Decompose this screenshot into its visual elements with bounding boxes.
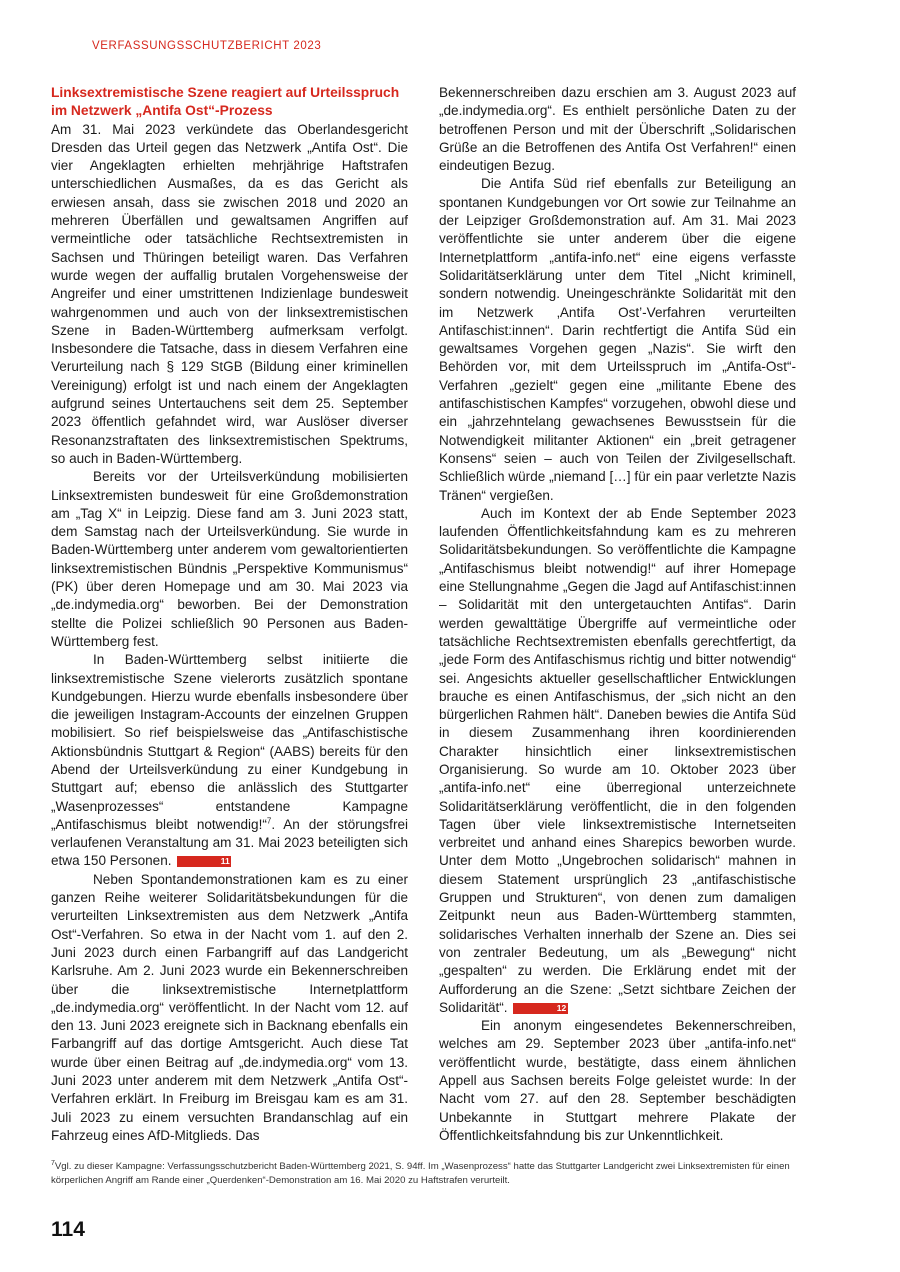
left-column — [51, 84, 408, 1145]
paragraph: Die Antifa Süd rief ebenfalls zur Beteiligung an spontanen Kundgebungen vor Ort sowie zur Teilnahme an der Leipziger Großdemonstration auf. Am 31. Mai 2023 veröffentlichte sie unter anderem über die eigene Internetplattform „antifa-info.net“ eine eigens verfasste Solidaritätserklärung unter dem Titel „Nicht kriminell, sondern notwendig. Uneingeschränkte Solidarität mit den im Netzwerk ‚Antifa Ost’-Verfahren verurteilten Antifaschist:innen“. Darin rechtfertigt die Antifa Süd ein gewaltsames Vorgehen gegen „Nazis“. Sie wirft den Behörden vor, mit dem Urteilsspruch im „Antifa-Ost“-Verfahren „gezielt“ gegen eine „militante Ebene des antifaschistischen Kampfes“ vorzugehen, obwohl diese und ein „jahrzehntelang gewachsenes Bewusstsein für die Notwendigkeit militanter Aktionen“ ein „breit getragener Konsens“ seien – auch von Teilen der Zivilgesellschaft. Schließlich würde „niemand […] für ein paar verletzte Nazis Tränen“ vergießen. — [439, 176, 796, 503]
running-header: VERFASSUNGSSCHUTZBERICHT 2023 — [92, 40, 322, 52]
section-title: Linksextremistische Szene reagiert auf Urteilsspruch im Netzwerk „Antifa Ost“-Prozess — [51, 85, 400, 119]
footnote-ref[interactable]: 7 — [266, 816, 272, 826]
paragraph: Ein anonym eingesendetes Bekennerschreiben, welches am 29. September 2023 über „antifa-info.net“ veröffentlicht wurde, bestätigte, dass einem ähnlichen Appell aus Sachsen bereits Folge geleistet wurde: In der Nacht vom 27. auf den 28. September beschädigten Unbekannte in Stuttgart mehrere Plakate der Öffentlichkeitsfahndung bis zur Unkenntlichkeit. — [439, 1018, 796, 1143]
case-marker[interactable]: 11 — [177, 856, 231, 867]
right-column — [439, 84, 796, 1145]
paragraph: Am 31. Mai 2023 verkündete das Oberlandesgericht Dresden das Urteil gegen das Netzwerk „Antifa Ost“. Die vier Angeklagten erhielten mehrjährige Haftstrafen unterschiedlichen Ausmaßes, da es das Gericht als erwiesen ansah, dass sie zwischen 2018 und 2020 an mehreren Überfällen und gewaltsamen Angriffen auf vermeintliche oder tatsächliche Rechtsextremisten in Sachsen und Thüringen beteiligt waren. Das Verfahren wurde wegen der auffallig brutalen Vorgehensweise der Angreifer und einer umstrittenen Indizienlage bundesweit wahrgenommen und auch von der linksextremistischen Szene in Baden-Württemberg aufmerksam verfolgt. Insbesondere die Tatsache, dass in diesem Verfahren eine Verurteilung nach § 129 StGB (Bildung einer kriminellen Vereinigung) erfolgt ist und nach einem der Angeklagten aufgrund seines Untertauchens seit dem 25. September 2023 öffentlich gefahndet wird, war Auslöser diverser Resonanzstraftaten des linksextremistischen Spektrums, so auch in Baden-Württemberg. — [51, 121, 408, 466]
footnote-number: 7 — [51, 1159, 55, 1167]
paragraph: Bereits vor der Urteilsverkündung mobilisierten Linksextremisten bundesweit für eine Großdemonstration am „Tag X“ in Leipzig. Diese fand am 3. Juni 2023 statt, dem Samstag nach der Urteilsverkündung. Sie wurde in Baden-Württemberg unter anderem vom gewaltorientierten linksextremistischen Bündnis „Perspektive Kommunismus“ (PK) über deren Homepage und am 30. Mai 2023 via „de.indymedia.org“ beworben. Bei der Demonstration stellte die Polizei schließlich 90 Personen aus Baden-Württemberg fest. — [51, 469, 408, 649]
paragraph: Bekennerschreiben dazu erschien am 3. August 2023 auf „de.indymedia.org“. Es enthielt persönliche Daten zu der betroffenen Person und mit der Überschrift „Solidarischen Grüße an die Betroffenen des Antifa Ost Verfahren!“ einen eindeutigen Bezug. — [439, 85, 796, 174]
footnote-text: Vgl. zu dieser Kampagne: Verfassungsschutzbericht Baden-Württemberg 2021, S. 94ff. Im „Wasenprozess“ hatte das Stuttgarter Landgericht zwei Linksextremisten für einen körperlichen Angriff am Rande einer „Querdenken“-Demonstration am 16. Mai 2020 zu Haftstrafen verurteilt. — [51, 1161, 790, 1186]
case-marker[interactable]: 12 — [513, 1003, 567, 1014]
footnote — [51, 1160, 803, 1188]
paragraph: In Baden-Württemberg selbst initiierte die linksextremistische Szene vielerorts zusätzlich spontane Kundgebungen. Hierzu wurde ebenfalls insbesondere über die jeweiligen Instagram-Accounts der einzelnen Gruppen mobilisiert. So rief beispielsweise das „Antifaschistische Aktionsbündnis Stuttgart & Region“ (AABS) bereits für den Abend der Urteilsverkündung zu einer Kundgebung in Stuttgart auf; ebenso die anlässlich des Stuttgarter „Wasenprozesses“ entstandene Kampagne „Antifaschismus bleibt notwendig!“$^7$. An der störungsfrei verlaufenen Veranstaltung am 31. Mai 2023 beteiligten sich etwa 150 Personen. 11 — [51, 652, 408, 869]
page-number: 114 — [51, 1218, 85, 1241]
paragraph: Neben Spontandemonstrationen kam es zu einer ganzen Reihe weiterer Solidaritätsbekundungen für die verurteilten Linksextremisten aus dem Netzwerk „Antifa Ost“-Verfahren. So etwa in der Nacht vom 1. auf den 2. Juni 2023 durch einen Farbangriff auf das Landgericht Karlsruhe. Am 2. Juni 2023 wurde ein Bekennerschreiben über die linksextremistische Internetplattform „de.indymedia.org“ veröffentlicht. In der Nacht vom 12. auf den 13. Juni 2023 ereignete sich in Backnang ebenfalls ein Farbangriff auf das dortige Amtsgericht. Auch diese Tat wurde über einen Beitrag auf „de.indymedia.org“ vom 13. Juni 2023 unter anderem mit dem Netzwerk „Antifa Ost“-Verfahren erklärt. In Freiburg im Breisgau kam es am 31. Juli 2023 zu einem versuchten Brandanschlag auf ein Fahrzeug eines AfD-Mitglieds. Das — [51, 871, 408, 1143]
paragraph: Auch im Kontext der ab Ende September 2023 laufenden Öffentlichkeitsfahndung kam es zu mehreren Solidaritätsbekundungen. So veröffentlichte die Kampagne „Antifaschismus bleibt notwendig!“ auf ihrer Homepage eine Stellungnahme „Gegen die Jagd auf Antifaschist:innen – Solidarität mit den untergetauchten Antifas“. Darin werden gewalttätige Übergriffe auf vermeintliche oder tatsächliche Rechtsextremisten ebenfalls gerechtfertigt, da „jede Form des Antifaschismus richtig und bitter notwendig“ sei. Angesichts aktueller gesellschaftlicher Entwicklungen brauche es einen Antifaschismus, der „sich nicht an den bürgerlichen Rahmen hält“. Daneben bewies die Antifa Süd in diesem Zusammenhang ihren koordinierenden Charakter hinsichtlich einer linksextremistischen Organisierung. So wurde am 10. Oktober 2023 über „antifa-info.net“ eine überregional unterzeichnete Solidaritätserklärung veröffentlicht, die in den folgenden Tagen über viele linksextremistische Internetseiten verbreitet und anhand eines Sharepics beworben wurde. Unter dem Motto „Ungebrochen solidarisch“ mahnen in diesem Statement ursprünglich 23 „antifaschistische Gruppen und Strukturen“, von denen zum damaligen Zeitpunkt neun aus Baden-Württemberg stammten, solidarisches Verhalten innerhalb der Szene an. Dies sei von zentraler Bedeutung, um als „Bewegung“ nicht „gespalten“ zu werden. Die Erklärung endet mit der Aufforderung an die Szene: „Setzt sichtbare Zeichen der Solidarität“. 12 — [439, 505, 796, 1015]
